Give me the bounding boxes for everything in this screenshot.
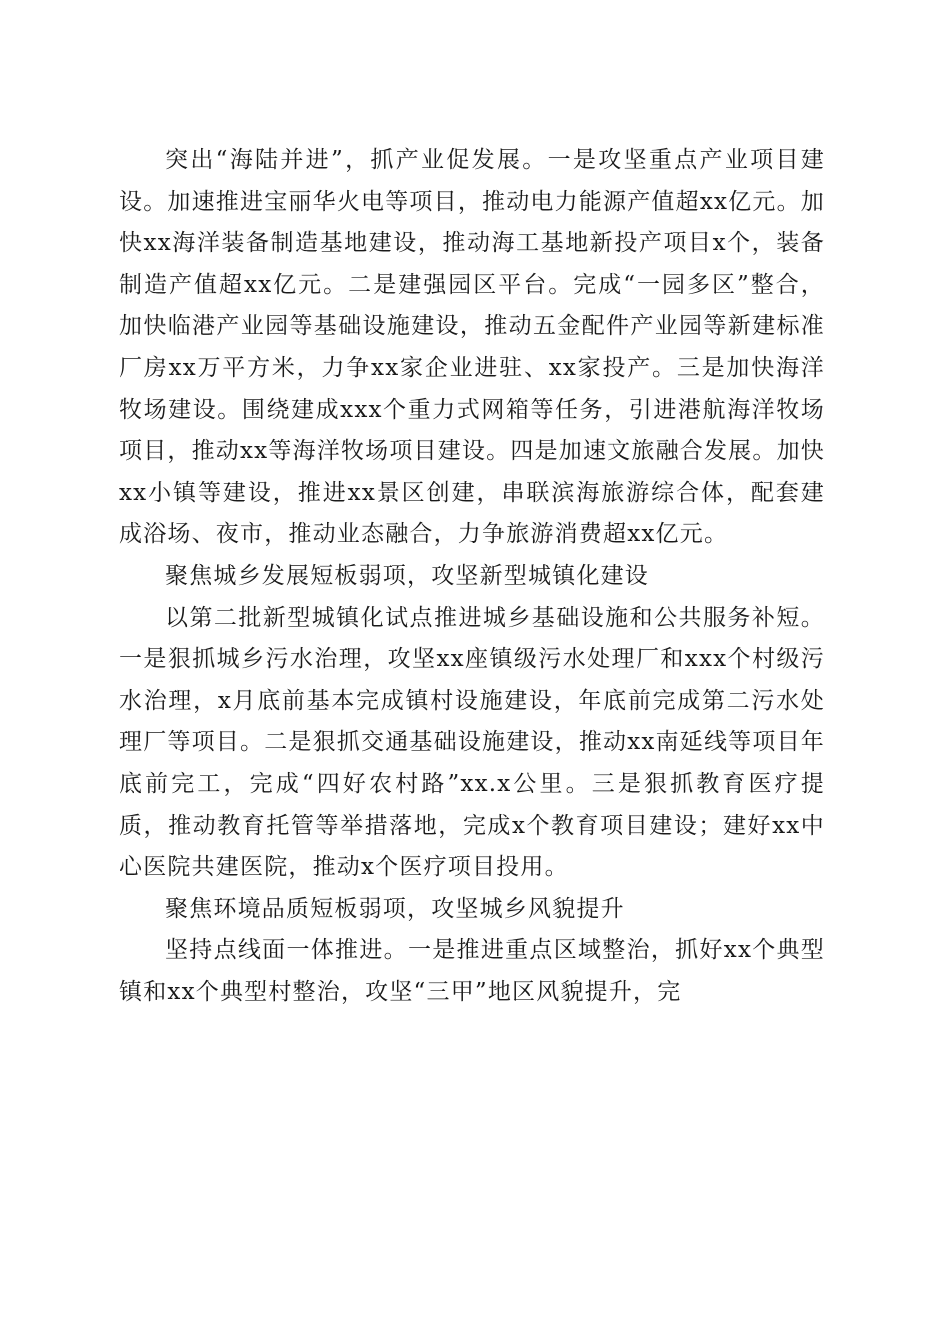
paragraph-urbanization: 以第二批新型城镇化试点推进城乡基础设施和公共服务补短。一是狠抓城乡污水治理，攻坚xx座镇级污水处理厂和xxx个村级污水治理，x月底前基本完成镇村设施建设，年底前完成第二污水处理厂等项目。二是狠抓交通基础设施建设，推动xx南延线等项目年底前完工，完成“四好农村路”xx.x公里。三是狠抓教育医疗提质，推动教育托管等举措落地，完成x个教育项目建设；建好xx中心医院共建医院，推动x个医疗项目投用。 — [119, 604, 825, 881]
document-body — [119, 140, 825, 1013]
paragraph-industry-development: 突出“海陆并进”，抓产业促发展。一是攻坚重点产业项目建设。加速推进宝丽华火电等项目，推动电力能源产值超xx亿元。加快xx海洋装备制造基地建设，推动海工基地新投产项目x个，装备制造产值超xx亿元。二是建强园区平台。完成“一园多区”整合，加快临港产业园等基础设施建设，推动五金配件产业园等新建标准厂房xx万平方米，力争xx家企业进驻、xx家投产。三是加快海洋牧场建设。围绕建成xxx个重力式网箱等任务，引进港航海洋牧场项目，推动xx等海洋牧场项目建设。四是加速文旅融合发展。加快xx小镇等建设，推进xx景区创建，串联滨海旅游综合体，配套建成浴场、夜市，推动业态融合，力争旅游消费超xx亿元。 — [119, 147, 825, 548]
paragraph-environment: 坚持点线面一体推进。一是推进重点区域整治，抓好xx个典型镇和xx个典型村整治，攻坚“三甲”地区风貌提升，完 — [119, 937, 825, 1005]
section-heading-environment: 聚焦环境品质短板弱项，攻坚城乡风貌提升 — [165, 895, 625, 922]
section-heading-urbanization: 聚焦城乡发展短板弱项，攻坚新型城镇化建设 — [165, 562, 649, 589]
